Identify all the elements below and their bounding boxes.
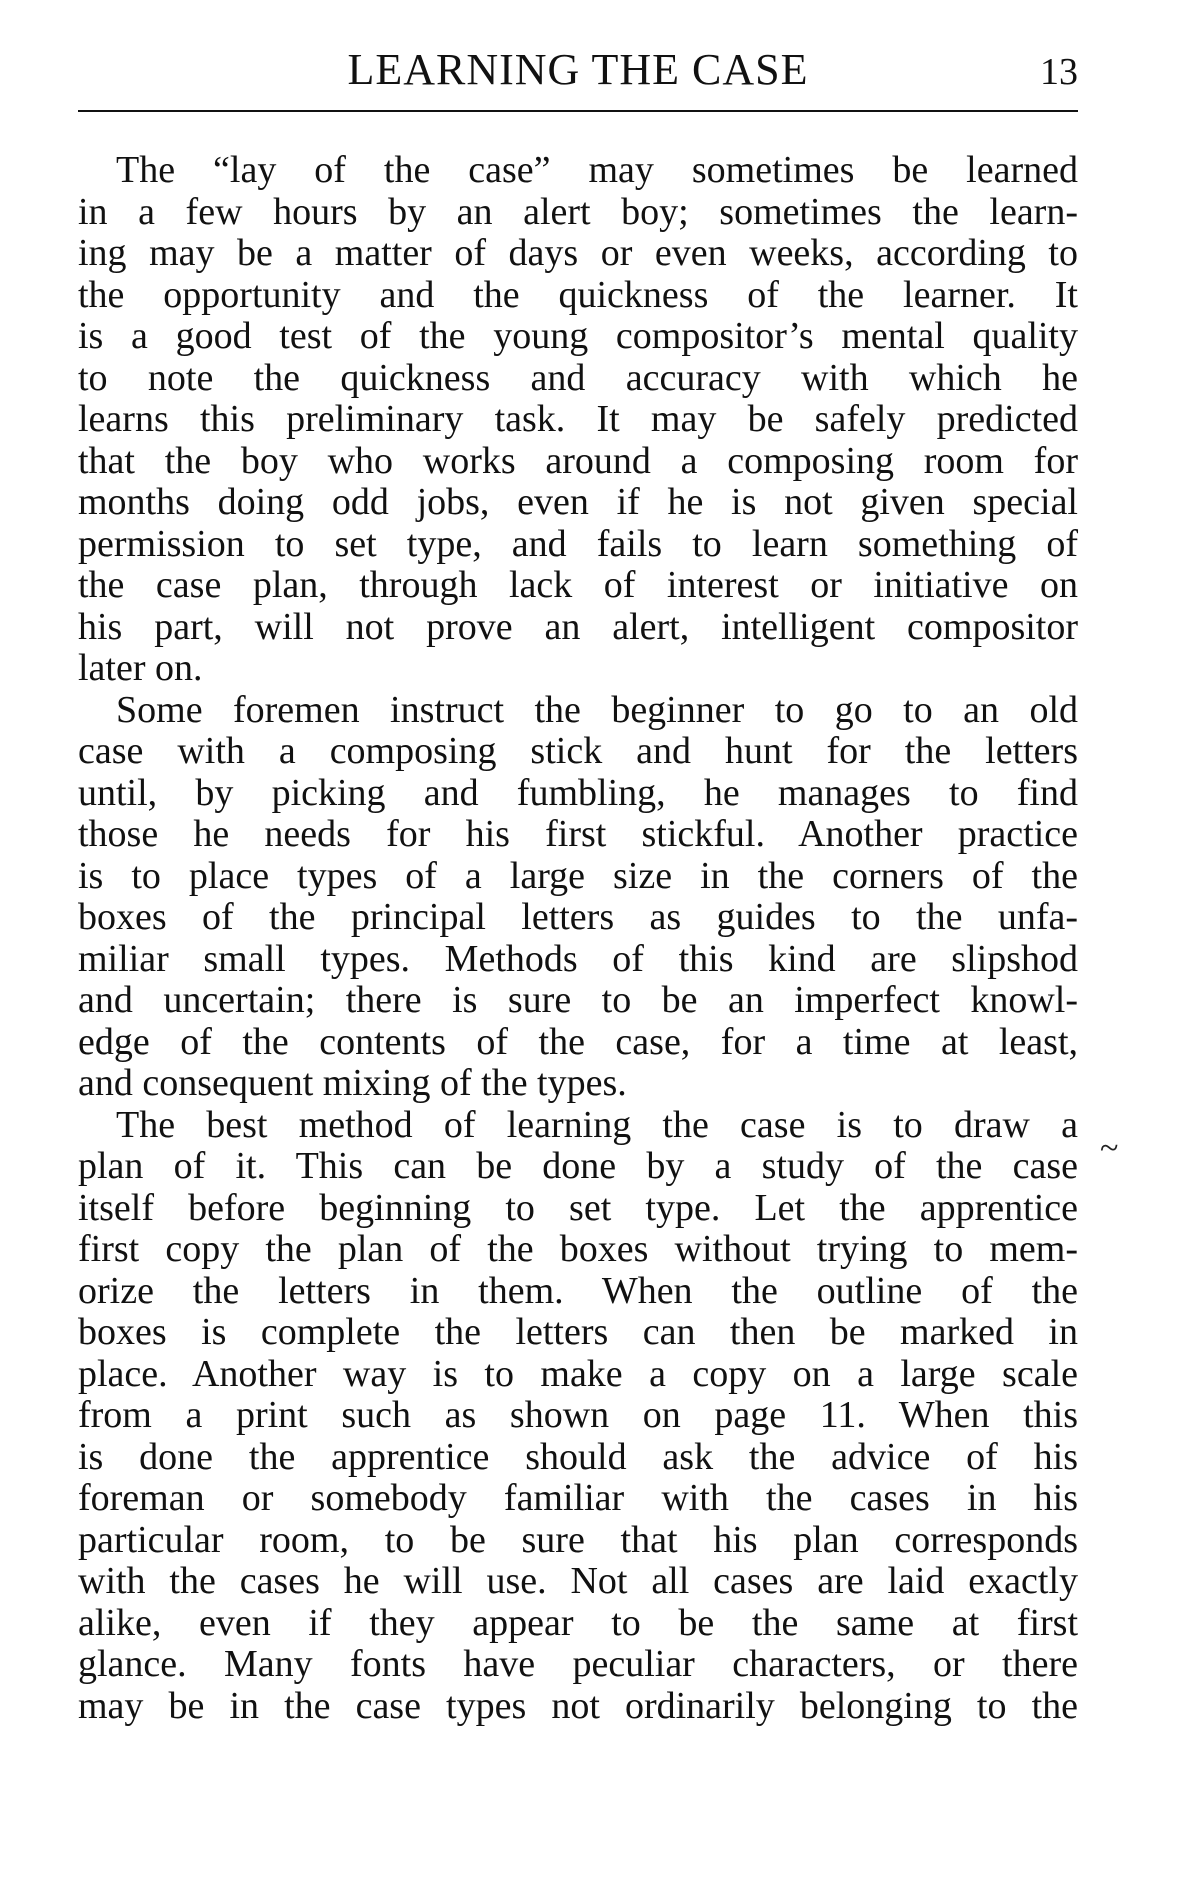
- running-title: LEARNING THE CASE: [347, 45, 809, 94]
- text-line: with the cases he will use. Not all cases are laid exactly: [78, 1560, 1078, 1602]
- text-line: the opportunity and the quickness of the learner. It: [78, 273, 1078, 316]
- text-line: glance. Many fonts have peculiar characters, or there: [78, 1643, 1078, 1685]
- text-line: later on.: [78, 647, 203, 689]
- text-line: permission to set type, and fails to learn something of: [78, 522, 1078, 565]
- text-line: his part, will not prove an alert, intelligent compositor: [78, 605, 1078, 648]
- margin-mark: ~: [1100, 1130, 1119, 1167]
- text-line: case with a composing stick and hunt for the letters: [78, 730, 1078, 772]
- running-head: [78, 40, 1078, 100]
- text-line: to note the quickness and accuracy with which he: [78, 356, 1078, 399]
- text-line: The best method of learning the case is to draw a: [116, 1103, 1078, 1146]
- text-line: and consequent mixing of the types.: [78, 1062, 627, 1104]
- text-line: ing may be a matter of days or even weeks, according to: [78, 232, 1078, 274]
- text-line: foreman or somebody familiar with the cases in his: [78, 1477, 1078, 1519]
- text-line: until, by picking and fumbling, he manages to find: [78, 771, 1078, 814]
- text-line: orize the letters in them. When the outline of the: [78, 1269, 1078, 1312]
- text-line: place. Another way is to make a copy on a large scale: [78, 1352, 1078, 1395]
- text-line: is to place types of a large size in the corners of the: [78, 854, 1078, 897]
- text-line: learns this preliminary task. It may be safely predicted: [78, 398, 1078, 440]
- text-line: first copy the plan of the boxes without trying to mem-: [78, 1228, 1078, 1270]
- text-line: itself before beginning to set type. Let the apprentice: [78, 1186, 1078, 1229]
- text-line: edge of the contents of the case, for a time at least,: [78, 1020, 1078, 1063]
- text-line: may be in the case types not ordinarily belonging to the: [78, 1684, 1078, 1727]
- text-line: that the boy who works around a composing room for: [78, 439, 1078, 482]
- text-line: from a print such as shown on page 11. When this: [78, 1394, 1078, 1436]
- header-rule: [78, 110, 1078, 112]
- text-line: boxes is complete the letters can then be marked in: [78, 1311, 1078, 1353]
- page-number: 13: [1040, 51, 1078, 93]
- text-line: alike, even if they appear to be the same at first: [78, 1601, 1078, 1644]
- text-line: plan of it. This can be done by a study of the case: [78, 1145, 1078, 1187]
- text-line: the case plan, through lack of interest or initiative on: [78, 564, 1078, 606]
- text-line: The “lay of the case” may sometimes be learned: [116, 149, 1078, 191]
- text-line: Some foremen instruct the beginner to go to an old: [116, 688, 1078, 731]
- text-line: particular room, to be sure that his plan corresponds: [78, 1518, 1078, 1561]
- body-text: [78, 150, 1078, 1727]
- text-line: miliar small types. Methods of this kind are slipshod: [78, 937, 1078, 980]
- text-line: months doing odd jobs, even if he is not given special: [78, 481, 1078, 523]
- text-line: is done the apprentice should ask the advice of his: [78, 1435, 1078, 1478]
- text-line: those he needs for his first stickful. Another practice: [78, 813, 1078, 855]
- text-line: in a few hours by an alert boy; sometimes the learn-: [78, 190, 1078, 233]
- text-line: boxes of the principal letters as guides to the unfa-: [78, 896, 1078, 938]
- text-line: and uncertain; there is sure to be an imperfect knowl-: [78, 979, 1078, 1021]
- text-line: is a good test of the young compositor’s mental quality: [78, 315, 1078, 357]
